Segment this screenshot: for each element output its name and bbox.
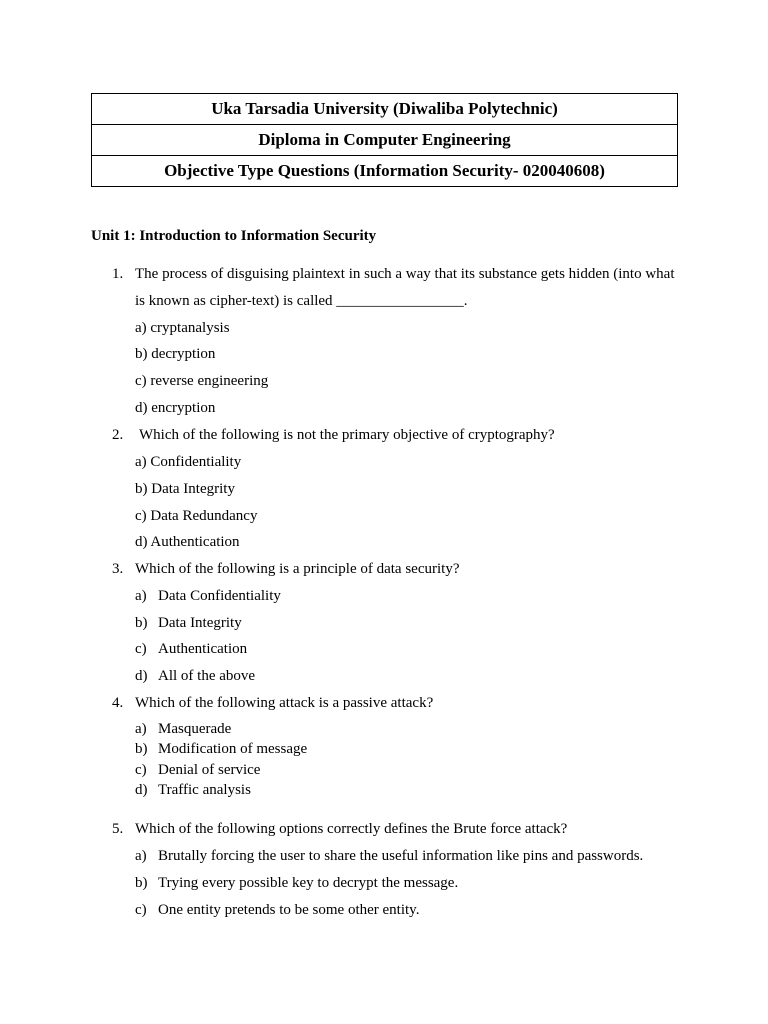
- option-text: Data Confidentiality: [158, 588, 281, 604]
- subject-title: Objective Type Questions (Information Security- 020040608): [92, 156, 678, 187]
- option-label: b): [135, 875, 148, 891]
- option-text: Authentication: [158, 641, 248, 657]
- option-label: a): [135, 588, 147, 604]
- option-label: d): [135, 782, 148, 798]
- option-text: One entity pretends to be some other entity.: [158, 902, 420, 918]
- option-item: [135, 781, 251, 799]
- option-label: a): [135, 721, 147, 737]
- option-label: c): [135, 641, 147, 657]
- option-item: [135, 761, 260, 779]
- question-number: 5.: [112, 821, 124, 837]
- question-text: The process of disguising plaintext in such a way that its substance gets hidden (into what: [135, 266, 675, 282]
- option-text: Masquerade: [158, 721, 232, 737]
- question-text: Which of the following attack is a passive attack?: [135, 695, 434, 711]
- option-text: Data Integrity: [158, 615, 242, 631]
- option-text: Trying every possible key to decrypt the message.: [158, 875, 459, 891]
- header-table: [91, 93, 678, 187]
- option-item: d) encryption: [135, 400, 216, 416]
- university-title: Uka Tarsadia University (Diwaliba Polytechnic): [92, 94, 678, 125]
- question-number: 4.: [112, 695, 124, 711]
- option-text: Modification of message: [158, 741, 308, 757]
- option-item: c) Data Redundancy: [135, 508, 258, 524]
- option-item: [135, 847, 643, 865]
- option-item: [135, 667, 255, 685]
- option-item: c) reverse engineering: [135, 373, 269, 389]
- unit-heading: Unit 1: Introduction to Information Security: [91, 228, 377, 244]
- option-item: b) decryption: [135, 346, 216, 362]
- option-item: [135, 640, 247, 658]
- question-text: is known as cipher-text) is called _________________.: [135, 293, 468, 309]
- question-number: 3.: [112, 561, 124, 577]
- option-label: a): [135, 848, 147, 864]
- option-label: c): [135, 762, 147, 778]
- option-text: Denial of service: [158, 762, 261, 778]
- option-item: [135, 874, 458, 892]
- question-text: Which of the following is a principle of data security?: [135, 561, 460, 577]
- option-item: [135, 720, 231, 738]
- question-text: Which of the following options correctly defines the Brute force attack?: [135, 821, 568, 837]
- option-item: [135, 740, 307, 758]
- option-item: [135, 587, 281, 605]
- option-text: Traffic analysis: [158, 782, 251, 798]
- option-label: c): [135, 902, 147, 918]
- option-item: d) Authentication: [135, 534, 240, 550]
- option-label: b): [135, 741, 148, 757]
- option-text: Brutally forcing the user to share the useful information like pins and passwords.: [158, 848, 644, 864]
- program-title: Diploma in Computer Engineering: [92, 125, 678, 156]
- option-label: d): [135, 668, 148, 684]
- question-text: Which of the following is not the primary objective of cryptography?: [139, 427, 555, 443]
- option-label: b): [135, 615, 148, 631]
- question-number: 1.: [112, 266, 124, 282]
- option-item: a) Confidentiality: [135, 454, 242, 470]
- option-item: a) cryptanalysis: [135, 320, 230, 336]
- option-item: b) Data Integrity: [135, 481, 235, 497]
- question-number: 2.: [112, 427, 124, 443]
- option-item: [135, 901, 419, 919]
- option-item: [135, 614, 242, 632]
- option-text: All of the above: [158, 668, 256, 684]
